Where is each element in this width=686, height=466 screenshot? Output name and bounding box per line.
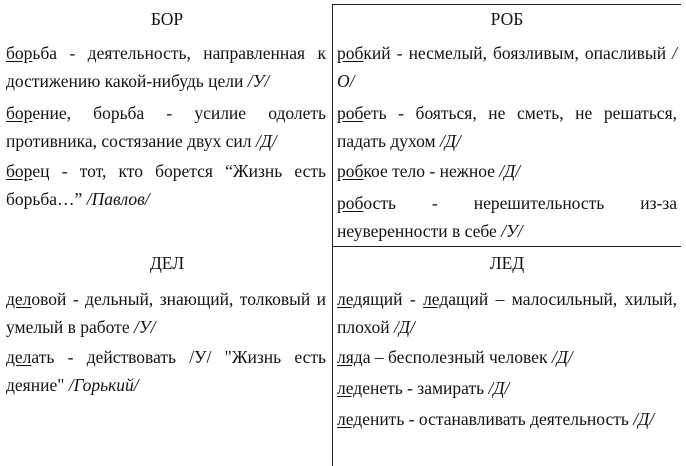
source-ref: /Д/: [255, 130, 277, 151]
source-ref: /У/: [247, 70, 270, 91]
entry-bor-1: [6, 40, 326, 95]
entry-text: енить - останавливать деятельность: [362, 409, 634, 429]
source-ref: /О/: [337, 43, 677, 91]
source-ref: /Д/: [394, 316, 415, 337]
root-mark: лед: [337, 289, 363, 309]
entry-text: кое тело - нежное: [363, 161, 500, 181]
entry-led-3: [337, 375, 677, 403]
source-ref: /Горький/: [68, 374, 139, 395]
entry-rob-1: [337, 40, 677, 95]
root-mark: лед: [337, 378, 363, 398]
column-divider: [332, 4, 333, 466]
source-ref: /Д/: [488, 378, 510, 398]
entry-text: ать - действовать /У/ "Жизнь есть деяние": [6, 347, 326, 395]
root-mark: роб: [337, 103, 364, 123]
source-ref: /Павлов/: [86, 188, 150, 209]
entry-rob-3: [337, 158, 677, 186]
entry-text: овой - дельный, знающий, толковый и умелый в работе: [6, 289, 326, 337]
entry-rob-2: [337, 100, 677, 155]
root-mark: роб: [337, 193, 364, 213]
root-mark: дел: [6, 289, 32, 309]
root-mark: бор: [6, 161, 33, 181]
entry-led-1: [337, 286, 677, 341]
root-mark: лед: [423, 289, 449, 309]
root-mark: бор: [6, 103, 33, 123]
entry-text: кий - несмелый, боязливым, опасливый: [363, 43, 673, 63]
root-mark: лед: [337, 409, 363, 429]
root-mark: ляд: [337, 347, 363, 367]
entry-led-4: [337, 406, 677, 434]
source-ref: /Д/: [439, 130, 461, 151]
source-ref: /Д/: [499, 161, 521, 181]
section-header-rob: РОБ: [490, 9, 524, 29]
entry-del-2: [6, 344, 326, 399]
source-ref: /У/: [133, 316, 156, 337]
entry-del-1: [6, 286, 326, 341]
entry-text: енеть - замирать: [362, 378, 489, 398]
entry-led-2: [337, 344, 677, 372]
middle-rule-right: [333, 246, 681, 247]
entry-rob-4: [337, 190, 677, 245]
entry-text: ость - нерешительность из-за неуверенности в себе: [337, 193, 677, 241]
entry-text: ящий -: [362, 289, 424, 309]
entry-text: ащий – малосильный, хилый, плохой: [337, 289, 677, 337]
source-ref: /Д/: [551, 347, 573, 367]
root-mark: дел: [6, 347, 32, 367]
entry-bor-2: [6, 100, 326, 155]
entry-text: еть - бояться, не сметь, не решаться, падать духом: [337, 103, 677, 151]
root-mark: роб: [337, 161, 364, 181]
section-header-del: ДЕЛ: [149, 253, 185, 273]
entry-text: ение, борьба - усилие одолеть противника, состязание двух сил: [6, 103, 326, 151]
entry-text: ьба - деятельность, направленная к достижению какой-нибудь цели: [6, 43, 326, 91]
entry-text: а – бесполезный человек: [362, 347, 552, 367]
section-header-led: ЛЕД: [489, 253, 525, 273]
entry-text: ец - тот, кто борется “Жизнь есть борьба…”: [6, 161, 326, 209]
source-ref: /Д/: [633, 409, 655, 429]
entry-bor-3: [6, 158, 326, 213]
source-ref: /У/: [501, 220, 523, 241]
root-mark: роб: [337, 43, 364, 63]
root-mark: бор: [6, 43, 33, 63]
section-header-bor: БОР: [150, 9, 184, 29]
